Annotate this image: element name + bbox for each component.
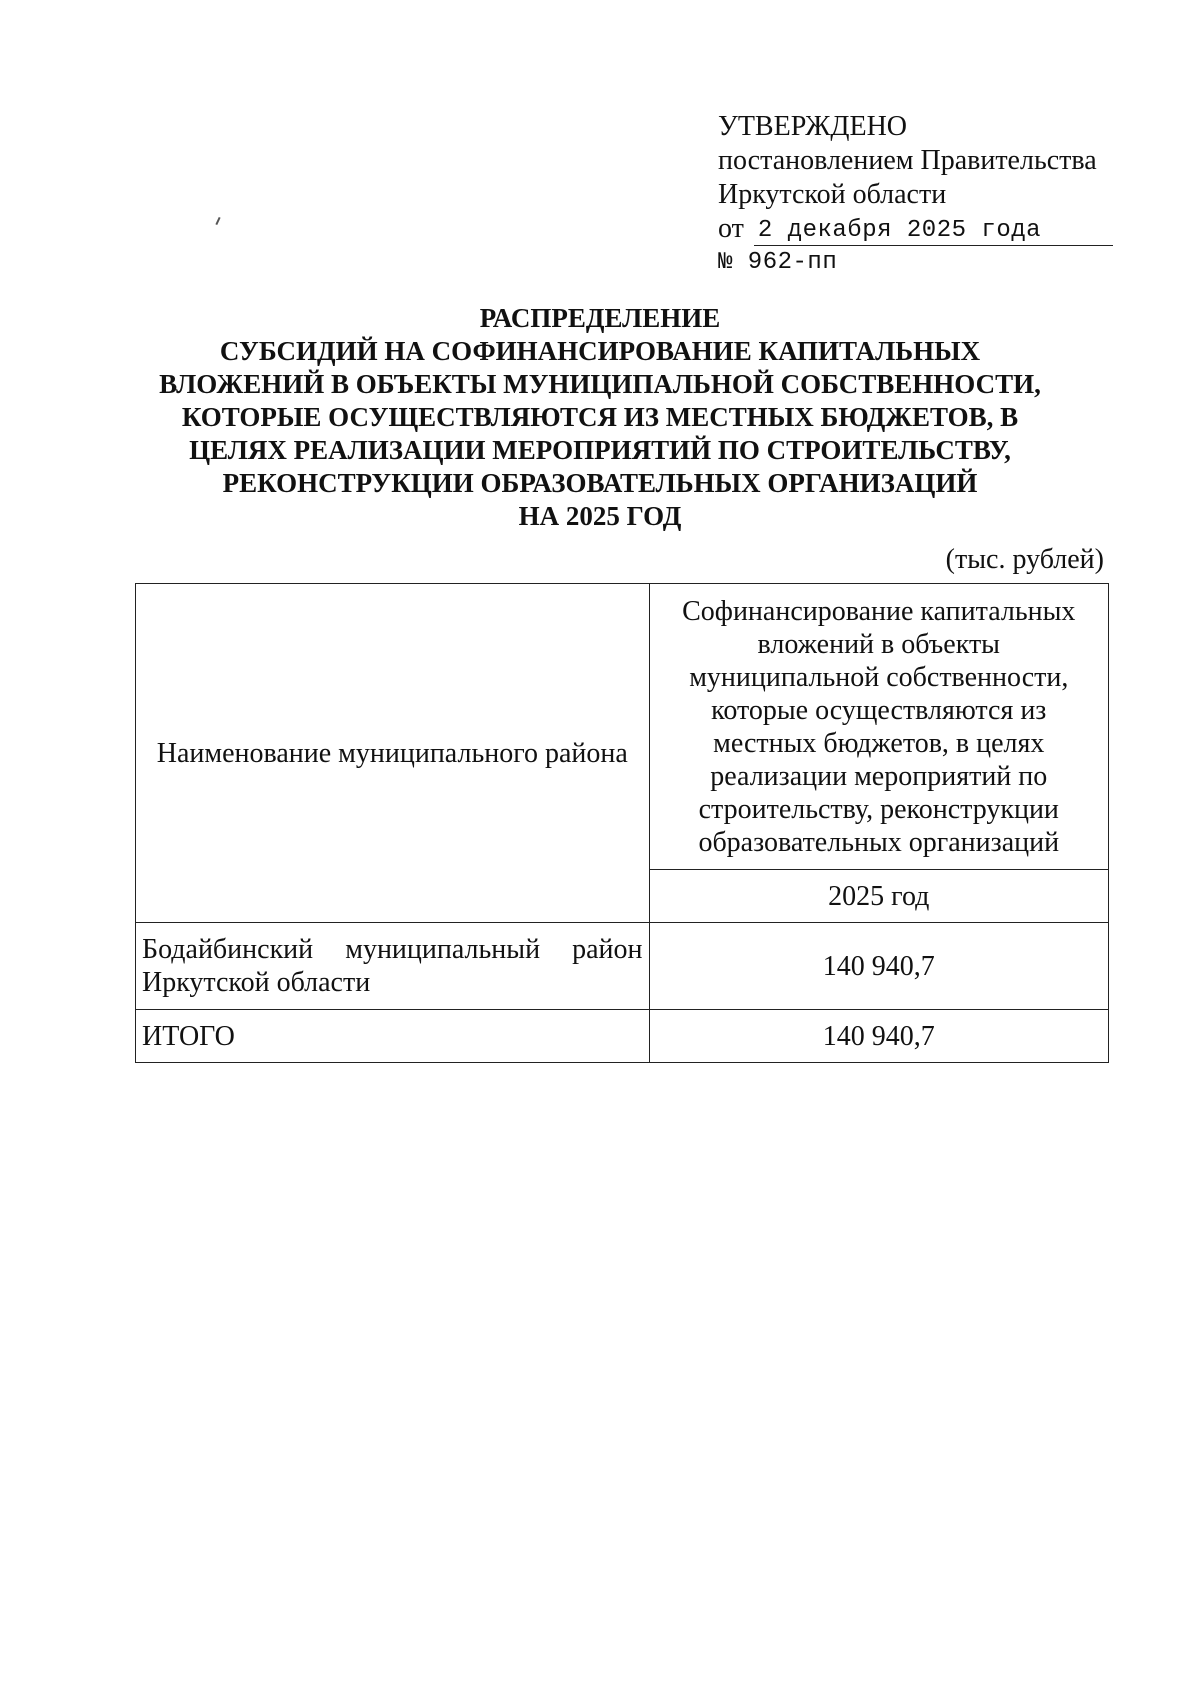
header-cofinancing: [649, 584, 1108, 870]
table-header-row: [136, 584, 1109, 870]
header-line: строительству, реконструкции: [698, 793, 1059, 825]
title-line: СУБСИДИЙ НА СОФИНАНСИРОВАНИЕ КАПИТАЛЬНЫХ: [219, 336, 981, 366]
title-line: РАСПРЕДЕЛЕНИЕ: [479, 303, 721, 333]
approval-line-2: Иркутской области: [718, 179, 947, 210]
document-title: [100, 302, 1100, 533]
approval-line-1: постановлением Правительства: [718, 145, 1097, 176]
date-prefix: от: [718, 213, 744, 244]
approval-heading: УТВЕРЖДЕНО: [718, 111, 908, 142]
distribution-table: [135, 583, 1109, 1063]
total-value: 140 940,7: [649, 1010, 1108, 1063]
header-line: реализации мероприятий по: [710, 760, 1048, 792]
header-line: которые осуществляются из: [711, 694, 1047, 726]
units-note: (тыс. рублей): [945, 544, 1104, 575]
title-line: НА 2025 ГОД: [518, 501, 682, 531]
title-line: ЦЕЛЯХ РЕАЛИЗАЦИИ МЕРОПРИЯТИЙ ПО СТРОИТЕЛЬСТВУ,: [189, 435, 1011, 465]
title-line: КОТОРЫЕ ОСУЩЕСТВЛЯЮТСЯ ИЗ МЕСТНЫХ БЮДЖЕТОВ, В: [181, 402, 1019, 432]
row-municipality-name: [136, 923, 650, 1010]
row-name-line-2: Иркутской области: [142, 967, 371, 998]
row-name-word: Бодайбинский: [142, 934, 314, 965]
stray-mark: [215, 217, 220, 225]
row-value: 140 940,7: [649, 923, 1108, 1010]
header-line: Софинансирование капитальных: [682, 595, 1076, 627]
total-label: ИТОГО: [136, 1010, 650, 1063]
approval-stamp: [718, 110, 1138, 280]
header-year: 2025 год: [649, 870, 1108, 923]
title-line: РЕКОНСТРУКЦИИ ОБРАЗОВАТЕЛЬНЫХ ОРГАНИЗАЦИЙ: [222, 468, 978, 498]
header-line: муниципальной собственности,: [689, 661, 1069, 693]
row-name-word: район: [572, 934, 643, 965]
row-name-line-1: [142, 933, 643, 966]
approval-number: № 962-пп: [718, 249, 838, 276]
header-line: местных бюджетов, в целях: [713, 727, 1045, 759]
header-line: образовательных организаций: [698, 826, 1060, 858]
table-total-row: [136, 1010, 1109, 1063]
table-row: [136, 923, 1109, 1010]
approval-date: 2 декабря 2025 года: [754, 217, 1113, 246]
row-name-word: муниципальный: [345, 934, 541, 965]
approval-date-line: [718, 212, 1138, 246]
title-line: ВЛОЖЕНИЙ В ОБЪЕКТЫ МУНИЦИПАЛЬНОЙ СОБСТВЕННОСТИ,: [159, 369, 1041, 399]
header-line: вложений в объекты: [757, 628, 1000, 660]
header-municipality: Наименование муниципального района: [136, 584, 650, 923]
